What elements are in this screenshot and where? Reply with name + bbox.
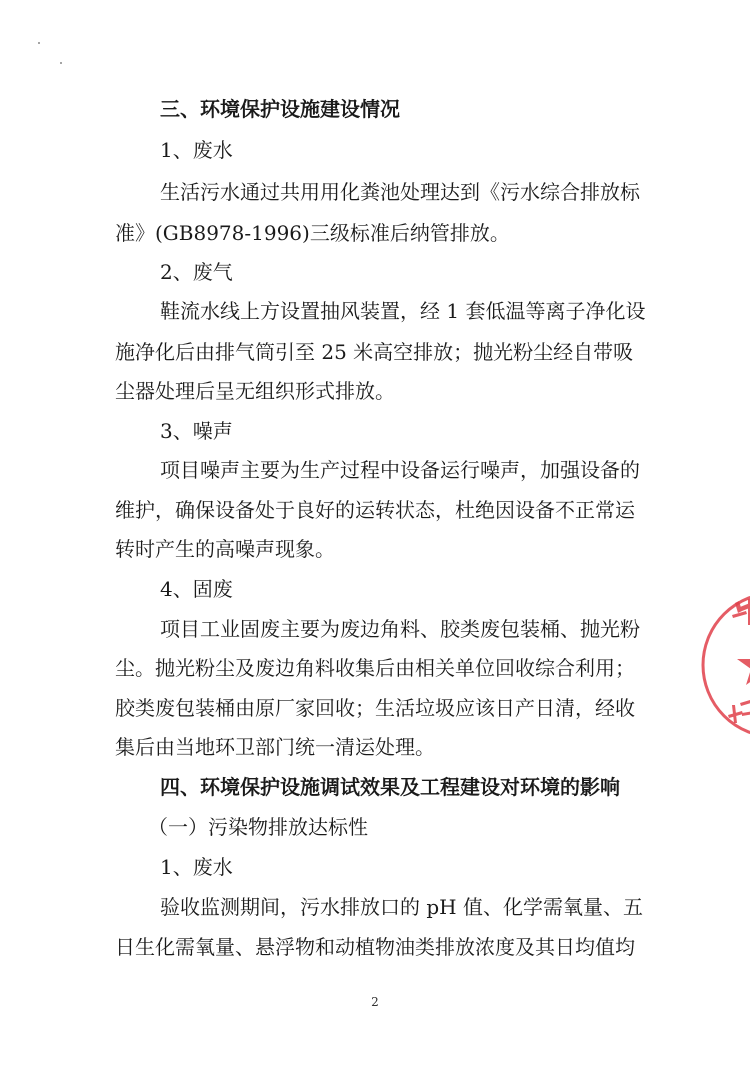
page-number: 2	[371, 995, 379, 1009]
paragraph-line: 尘器处理后呈无组织形式排放。	[115, 379, 395, 403]
section-heading-4: 四、环境保护设施调试效果及工程建设对环境的影响	[160, 775, 620, 799]
paragraph-line: 鞋流水线上方设置抽风装置，经 1 套低温等离子净化设	[160, 299, 646, 323]
paragraph-line: 准》(GB8978-1996)三级标准后纳管排放。	[115, 221, 510, 245]
subheading-exhaust-gas: 2、废气	[160, 260, 233, 284]
paragraph-line: 项目噪声主要为生产过程中设备运行噪声，加强设备的	[160, 458, 640, 482]
subheading-solid-waste: 4、固废	[160, 577, 233, 601]
paragraph-line: 项目工业固废主要为废边角料、胶类废包装桶、抛光粉	[160, 617, 640, 641]
subheading-wastewater-2: 1、废水	[160, 855, 233, 879]
subheading-noise: 3、噪声	[160, 419, 233, 443]
scan-speck	[38, 42, 40, 44]
paragraph-line: 转时产生的高噪声现象。	[115, 537, 335, 561]
subsection-heading: （一）污染物排放达标性	[148, 815, 368, 839]
red-seal-stamp	[680, 585, 750, 745]
paragraph-line: 维护，确保设备处于良好的运转状态，杜绝因设备不正常运	[115, 498, 635, 522]
paragraph-line: 胶类废包装桶由原厂家回收；生活垃圾应该日产日清，经收	[115, 696, 635, 720]
paragraph-line: 施净化后由排气筒引至 25 米高空排放；抛光粉尘经自带吸	[115, 340, 634, 364]
paragraph-line: 集后由当地环卫部门统一清运处理。	[115, 735, 435, 759]
paragraph-line: 生活污水通过共用用化粪池处理达到《污水综合排放标	[160, 180, 640, 204]
paragraph-line: 验收监测期间，污水排放口的 pH 值、化学需氧量、五	[160, 895, 643, 919]
section-heading-3: 三、环境保护设施建设情况	[160, 97, 400, 121]
scan-speck	[60, 62, 62, 64]
paragraph-line: 日生化需氧量、悬浮物和动植物油类排放浓度及其日均值均	[115, 935, 635, 959]
subheading-wastewater: 1、废水	[160, 138, 233, 162]
paragraph-line: 尘。抛光粉尘及废边角料收集后由相关单位回收综合利用；	[115, 656, 635, 680]
